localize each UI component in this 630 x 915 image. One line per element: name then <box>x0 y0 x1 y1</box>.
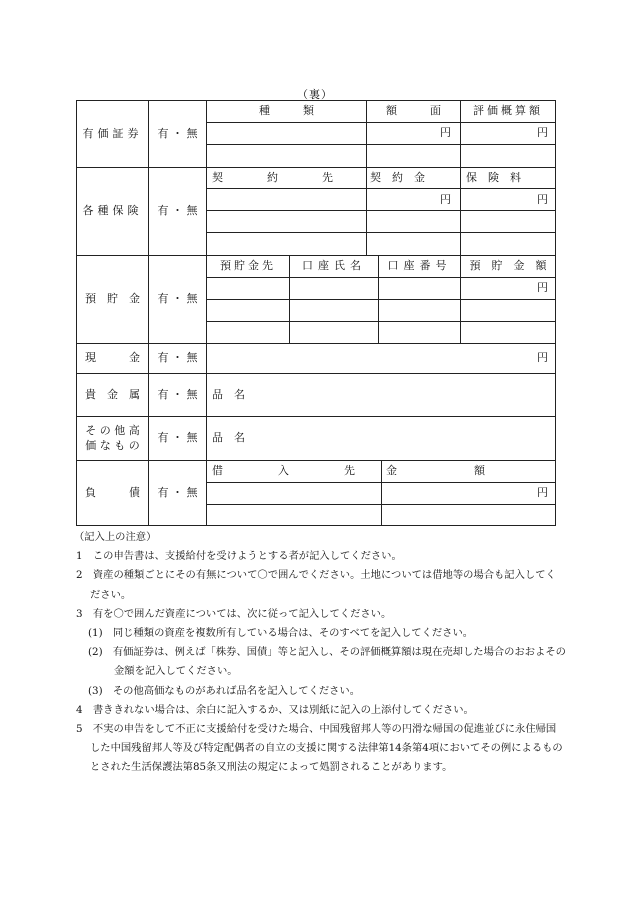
savings-choice[interactable]: 有 ・ 無 <box>157 292 198 305</box>
securities-eval-yen: 円 <box>537 126 548 139</box>
precious-label: 貴 金 属 <box>85 388 140 401</box>
valuables-item-label: 品 名 <box>212 431 245 444</box>
precious-item-label: 品 名 <box>212 388 245 401</box>
note-subitem: (3) その他高価なものがあれば品名を記入してください。 <box>88 684 361 697</box>
savings-col-bank: 預貯金先 <box>220 259 276 272</box>
precious-choice[interactable]: 有 ・ 無 <box>157 388 198 401</box>
page-title: （裏） <box>297 88 333 101</box>
debt-amount-yen: 円 <box>537 486 548 499</box>
notes-heading: （記入上の注意） <box>74 531 157 543</box>
securities-face-yen: 円 <box>440 126 451 139</box>
savings-col-amount: 預 貯 金 額 <box>469 259 547 272</box>
savings-label: 預 貯 金 <box>85 292 140 305</box>
securities-col-kind: 種 類 <box>259 104 314 117</box>
securities-col-face: 額 面 <box>386 104 441 117</box>
debt-col-lender: 借 入 先 <box>212 464 355 477</box>
note-item: 4 書ききれない場合は、余白に記入するか、又は別紙に記入の上添付してください。 <box>76 703 474 716</box>
savings-amount-yen: 円 <box>537 281 548 294</box>
insurance-premium-yen: 円 <box>537 193 548 206</box>
debt-label: 負 債 <box>85 486 140 499</box>
note-item: 2 資産の種類ごとにその有無について〇で囲んでください。土地については借地等の場合も記入してください。 <box>76 569 556 601</box>
debt-col-amount: 金 額 <box>386 464 485 477</box>
note-subitem: (1) 同じ種類の資産を複数所有している場合は、そのすべてを記入してください。 <box>88 627 474 640</box>
note-item: 3 有を〇で囲んだ資産については、次に従って記入してください。 <box>76 607 392 620</box>
notes-section <box>76 528 566 778</box>
insurance-col-contract: 契 約 先 <box>212 171 333 184</box>
cash-label: 現 金 <box>85 351 140 364</box>
savings-col-name: 口座氏名 <box>302 259 366 272</box>
valuables-label-line2: 価 な も の <box>85 439 140 452</box>
securities-col-eval: 評価概算額 <box>473 104 543 117</box>
valuables-label-line1: そ の 他 高 <box>85 424 140 437</box>
insurance-amount-yen: 円 <box>440 193 451 206</box>
valuables-choice[interactable]: 有 ・ 無 <box>157 431 198 444</box>
savings-col-number: 口座番号 <box>387 259 452 272</box>
securities-choice[interactable]: 有 ・ 無 <box>157 127 198 140</box>
insurance-label: 各種保険 <box>82 204 143 217</box>
debt-choice[interactable]: 有 ・ 無 <box>157 486 198 499</box>
cash-yen: 円 <box>537 351 548 364</box>
note-item: 5 不実の申告をして不正に支援給付を受けた場合、中国残留邦人等の円滑な帰国の促進並びに永住帰国した中国残留邦人等及び特定配偶者の自立の支援に関する法律第14条第4項においてその例によるものとされた生活保護法第85条又刑法の規定によって処罰されることがあります。 <box>76 723 563 774</box>
securities-label: 有価証券 <box>82 127 143 140</box>
insurance-col-premium: 保 険 料 <box>466 171 521 184</box>
insurance-choice[interactable]: 有 ・ 無 <box>157 204 198 217</box>
note-item: 1 この申告書は、支援給付を受けようとする者が記入してください。 <box>76 550 402 563</box>
note-subitem: (2) 有価証券は、例えば「株券、国債」等と記入し、その評価概算額は現在売却した場合のおおよその金額を記入してください。 <box>88 646 566 678</box>
insurance-col-amount: 契 約 金 <box>370 171 425 184</box>
cash-choice[interactable]: 有 ・ 無 <box>157 351 198 364</box>
